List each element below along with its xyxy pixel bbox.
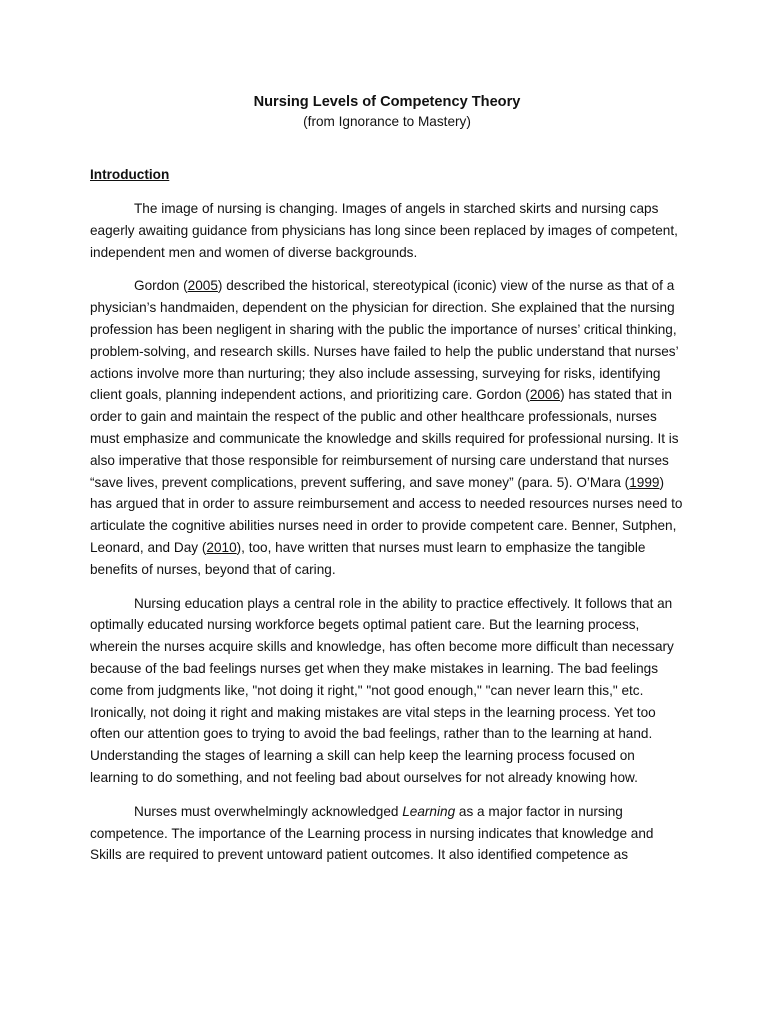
document-subtitle: (from Ignorance to Mastery): [303, 114, 471, 129]
document-title: Nursing Levels of Competency Theory: [253, 94, 521, 110]
paragraph-2-text-4: ) has argued that in order to assure reimbursement and access to needed resources nurses need to articulate the cognitive abilities nurses need in order to provide competent care. Benner, Sutphen, Leonard, and Day (: [90, 474, 683, 555]
citation-link-2005[interactable]: 2005: [187, 278, 218, 294]
paragraph-2-text-2: ) described the historical, stereotypical (iconic) view of the nurse as that of a physician’s handmaiden, dependent on the physician for direction. She explained that the nursing profession has been negligent in sharing with the public the importance of nurses’ critical thinking, problem-solving, and research skills. Nurses have failed to help the public understand that nurses’ actions involve more than nurturing; they also include assessing, surveying for risks, identifying client goals, planning independent actions, and prioritizing care. Gordon (: [90, 278, 679, 403]
paragraph-2-text-3: ) has stated that in order to gain and maintain the respect of the public and other healthcare professionals, nurses must emphasize and communicate the knowledge and skills required for professional nursing. It is also imperative that those responsible for reimbursement of nursing care understand that nurses “save lives, prevent complications, prevent suffering, and save money” (para. 5). O’Mara (: [90, 387, 679, 490]
paragraph-3: Nursing education plays a central role in the ability to practice effectively. It follows that an optimally educated nursing workforce begets optimal patient care. But the learning process, wherein the nurses acquire skills and knowledge, has often become more difficult than necessary because of the bad feelings nurses get when they make mistakes in learning. The bad feelings come from judgments like, "not doing it right," "not good enough," "can never learn this," etc. Ironically, not doing it right and making mistakes are vital steps in the learning process. Yet too often our attention goes to trying to avoid the bad feelings, rather than to the learning at hand. Understanding the stages of learning a skill can help keep the learning process focused on learning to do something, and not feeling bad about ourselves for not already knowing how.: [90, 595, 674, 785]
paragraph-2-text-5: ), too, have written that nurses must learn to emphasize the tangible benefits of nurses, beyond that of caring.: [90, 539, 646, 577]
paragraph-4-text-1: Nurses must overwhelmingly acknowledged: [134, 803, 403, 819]
section-heading: Introduction: [90, 167, 170, 182]
citation-link-1999[interactable]: 1999: [629, 474, 660, 490]
paragraph-4-text-2: as a major factor in nursing competence. The importance of the Learning process in nursing indicates that knowledge and Skills are required to prevent untoward patient outcomes. It also identified competence as: [90, 803, 654, 863]
citation-link-2006[interactable]: 2006: [529, 387, 561, 403]
paragraph-1: The image of nursing is changing. Images of angels in starched skirts and nursing caps eagerly awaiting guidance from physicians has long since been replaced by images of competent, independent men and women of diverse backgrounds.: [90, 201, 678, 260]
citation-link-2010[interactable]: 2010: [206, 539, 237, 555]
document-page: [90, 92, 684, 866]
paragraph-2: [90, 275, 684, 580]
paragraph-4-emphasis: Learning: [402, 803, 456, 819]
paragraph-2-text-1: Gordon (: [134, 278, 188, 294]
paragraph-4: [90, 801, 684, 866]
